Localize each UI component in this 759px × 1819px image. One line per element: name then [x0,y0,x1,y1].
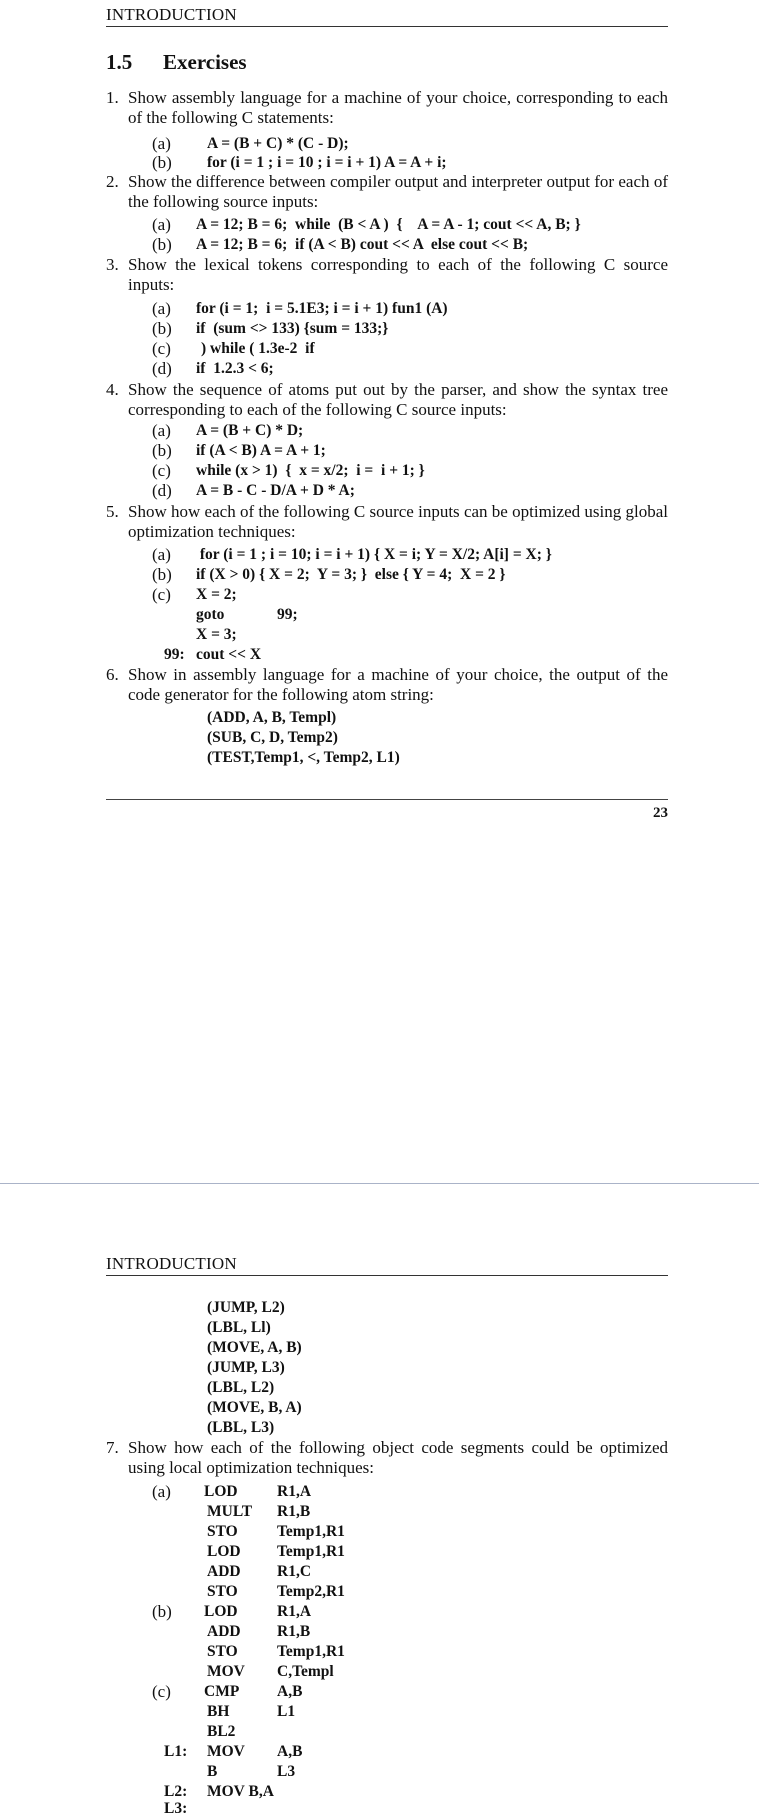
code-line: MOV B,A [207,1783,274,1800]
operands: R1,B [277,1623,311,1640]
exercise-number: 1. [106,88,119,107]
operands: C,Templ [277,1663,334,1680]
code-label: 99: [164,646,185,663]
opcode: MULT [207,1503,253,1520]
atom-line: (LBL, L3) [207,1419,275,1436]
item-label: (b) [152,565,172,584]
section-heading [106,50,247,75]
opcode: LOD [204,1483,238,1500]
code-line: while (x > 1) { x = x/2; i = i + 1; } [196,462,425,479]
item-label: (b) [152,153,172,172]
atom-line: (MOVE, B, A) [207,1399,302,1416]
item-label: (b) [152,235,172,254]
item-label: (a) [152,421,171,440]
section-number: 1.5 [106,50,133,74]
code-line: A = (B + C) * (C - D); [207,135,349,152]
opcode: STO [207,1523,238,1540]
code-line: A = B - C - D/A + D * A; [196,482,355,499]
item-label: (a) [152,215,171,234]
item-label: (c) [152,585,171,604]
code-line: cout << X [196,646,262,663]
opcode: MOV [207,1743,245,1760]
code-line: if (X > 0) { X = 2; Y = 3; } else { Y = 4; X = 2 } [196,566,506,583]
operands: Temp2,R1 [277,1583,345,1600]
code-label: L3: [164,1800,188,1817]
opcode: BL2 [207,1723,236,1740]
operands: R1,A [277,1603,312,1620]
atom-line: (SUB, C, D, Temp2) [207,729,338,746]
exercise-5 [106,502,668,542]
atom-line: (ADD, A, B, Templ) [207,709,337,726]
atom-line: (MOVE, A, B) [207,1339,302,1356]
code-line: if (sum <> 133) {sum = 133;} [196,320,389,337]
item-label: (b) [152,441,172,460]
exercise-text: Show the sequence of atoms put out by the parser, and show the syntax tree corresponding to each of the following C source inputs: [128,380,668,419]
item-label: (b) [152,1602,172,1621]
exercise-number: 6. [106,665,119,684]
code-line: for (i = 1 ; i = 10; i = i + 1) { X = i; Y = X/2; A[i] = X; } [196,546,552,563]
opcode: B [207,1763,218,1780]
exercise-text: Show the difference between compiler output and interpreter output for each of the following source inputs: [128,172,668,211]
atom-line: (LBL, Ll) [207,1319,271,1336]
item-label: (c) [152,339,171,358]
operands: R1,C [277,1563,312,1580]
exercise-7 [106,1438,668,1478]
item-label: (d) [152,481,172,500]
running-header: INTRODUCTION [106,1254,668,1276]
exercise-number: 3. [106,255,119,274]
opcode: LOD [207,1543,241,1560]
page-number: 23 [653,805,668,821]
running-header: INTRODUCTION [106,5,668,27]
item-label: (c) [152,1682,171,1701]
opcode: LOD [204,1603,238,1620]
code-line: X = 2; [196,586,237,603]
item-label: (a) [152,1482,171,1501]
opcode: BH [207,1703,230,1720]
operands: A,B [277,1683,303,1700]
code-line: for (i = 1; i = 5.1E3; i = i + 1) fun1 (A) [196,300,448,317]
item-label: (b) [152,319,172,338]
code-line: for (i = 1 ; i = 10 ; i = i + 1) A = A + i; [207,154,447,171]
item-label: (d) [152,359,172,378]
code-line: X = 3; [196,626,237,643]
operands: Temp1,R1 [277,1523,345,1540]
operands: A,B [277,1743,303,1760]
atom-line: (LBL, L2) [207,1379,275,1396]
code-line: A = 12; B = 6; while (B < A ) { A = A - 1; cout << A, B; } [196,216,581,233]
exercise-2 [106,172,668,212]
code-line: if 1.2.3 < 6; [196,360,274,377]
opcode: STO [207,1583,238,1600]
code-line: A = (B + C) * D; [196,422,304,439]
code-line: 99; [277,606,298,623]
exercise-text: Show assembly language for a machine of your choice, corresponding to each of the following C statements: [128,88,668,127]
operands: R1,A [277,1483,312,1500]
operands: L3 [277,1763,296,1780]
atom-line: (TEST,Temp1, <, Temp2, L1) [207,749,400,766]
item-label: (c) [152,461,171,480]
item-label: (a) [152,545,171,564]
operands: Temp1,R1 [277,1543,345,1560]
opcode: CMP [204,1683,240,1700]
opcode: MOV [207,1663,245,1680]
item-label: (a) [152,134,171,153]
exercise-4 [106,380,668,420]
opcode: ADD [207,1623,241,1640]
opcode: STO [207,1643,238,1660]
exercise-text: Show the lexical tokens corresponding to each of the following C source inputs: [128,255,668,294]
exercise-number: 7. [106,1438,119,1457]
exercise-text: Show in assembly language for a machine of your choice, the output of the code generator for the following atom string: [128,665,668,704]
code-line: ) while ( 1.3e-2 if [201,340,315,357]
exercise-text: Show how each of the following C source inputs can be optimized using global optimization techniques: [128,502,668,541]
code-label: L2: [164,1783,188,1800]
atom-line: (JUMP, L3) [207,1359,285,1376]
code-line: if (A < B) A = A + 1; [196,442,326,459]
page-separator [0,1183,759,1184]
exercise-6 [106,665,668,705]
code-line: A = 12; B = 6; if (A < B) cout << A else cout << B; [196,236,529,253]
code-label: L1: [164,1743,188,1760]
operands: R1,B [277,1503,311,1520]
exercise-1 [106,88,668,128]
exercise-3 [106,255,668,295]
exercise-number: 2. [106,172,119,191]
item-label: (a) [152,299,171,318]
atom-line: (JUMP, L2) [207,1299,285,1316]
operands: L1 [277,1703,296,1720]
section-title: Exercises [163,50,247,74]
footer-rule [106,799,668,800]
exercise-number: 5. [106,502,119,521]
code-line: goto [196,606,225,623]
exercise-number: 4. [106,380,119,399]
operands: Temp1,R1 [277,1643,345,1660]
exercise-text: Show how each of the following object code segments could be optimized using local optimization techniques: [128,1438,668,1477]
opcode: ADD [207,1563,241,1580]
page-24 [0,1185,759,1819]
